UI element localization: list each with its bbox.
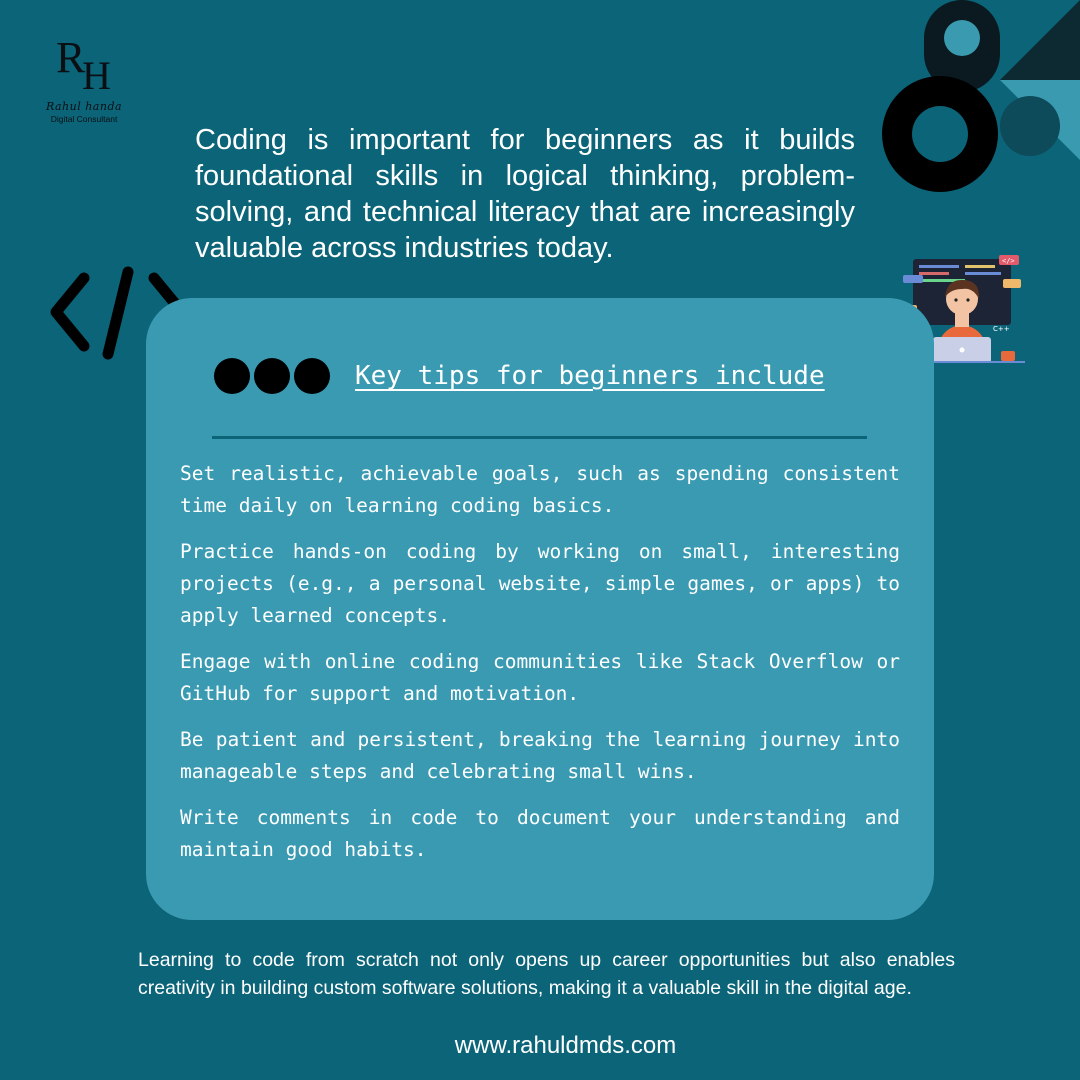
brand-logo [34,33,134,124]
illustration-lang-tag: C++ [993,325,1010,333]
website-link[interactable]: www.rahuldmds.com [454,1032,677,1059]
tip-item: Engage with online coding communities like Stack Overflow or GitHub for support and motivation. [180,650,900,705]
logo-signature: Rahul handa [45,100,123,113]
decorative-circles [870,0,1080,200]
heading-dots [214,358,330,394]
logo-monogram-h: H [82,53,111,98]
tips-list [180,458,900,880]
heading-dot [254,358,290,394]
logo-tagline: Digital Consultant [50,114,118,124]
tips-heading: Key tips for beginners include [355,361,825,391]
tip-item: Be patient and persistent, breaking the learning journey into manageable steps and celebrating small wins. [180,728,900,783]
logo-monogram [34,33,134,98]
intro-paragraph: Coding is important for beginners as it builds foundational skills in logical thinking, problem-solving, and technical literacy that are increasingly valuable across industries today. [195,124,855,264]
tip-item: Set realistic, achievable goals, such as spending consistent time daily on learning coding basics. [180,462,900,517]
card-divider [212,436,867,439]
tip-item: Write comments in code to document your understanding and maintain good habits. [180,806,900,861]
tip-item: Practice hands-on coding by working on small, interesting projects (e.g., a personal website, simple games, or apps) to apply learned concepts. [180,540,900,627]
heading-dot [214,358,250,394]
tips-card [146,298,934,920]
outro-paragraph: Learning to code from scratch not only opens up career opportunities but also enables creativity in building custom software solutions, making it a valuable skill in the digital age. [138,949,955,999]
logo-monogram-r: R [56,33,86,82]
heading-dot [294,358,330,394]
illustration-code-tag: </> [1002,257,1015,265]
